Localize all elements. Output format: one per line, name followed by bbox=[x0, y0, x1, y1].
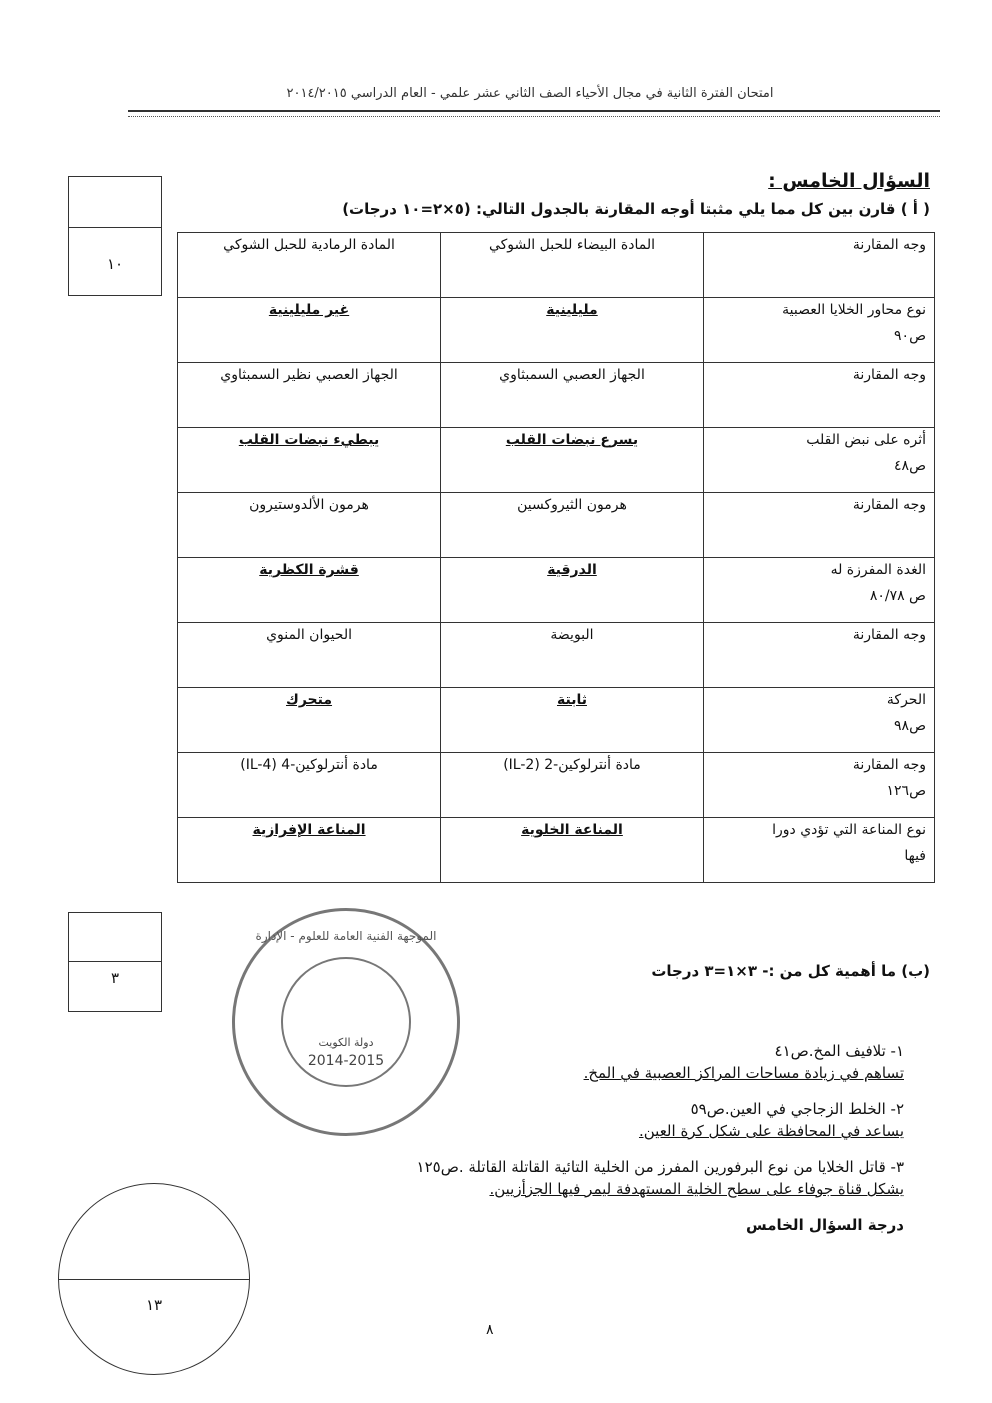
item-2-answer: يساعد في المحافظة على شكل كرة العين. bbox=[638, 1122, 904, 1140]
comparison-table bbox=[177, 232, 935, 883]
score-box-b bbox=[68, 912, 162, 1012]
aspect-line: الحركة bbox=[886, 692, 926, 708]
aspect-line: وجه المقارنة bbox=[852, 627, 926, 643]
exam-header: امتحان الفترة الثانية في مجال الأحياء الصف الثاني عشر علمي - العام الدراسي ٢٠١٤/٢٠١٥ bbox=[286, 86, 774, 101]
col1-value: البويضة bbox=[550, 627, 594, 643]
aspect-line: وجه المقارنة bbox=[852, 497, 926, 513]
score-box-divider bbox=[69, 961, 161, 962]
comparison-aspect bbox=[703, 818, 934, 883]
col2-value: هرمون الألدوستيرون bbox=[249, 497, 369, 513]
aspect-line: ص ٨٠/٧٨ bbox=[869, 588, 926, 604]
aspect-line: وجه المقارنة bbox=[852, 237, 926, 253]
col1-value: المادة البيضاء للحبل الشوكي bbox=[488, 237, 655, 253]
part-a-instruction: ( أ ) قارن بين كل مما يلي مثبتا أوجه المقارنة بالجدول التالي: (٥×٢=١٠ درجات) bbox=[342, 200, 930, 218]
col2-value: غير مليلينية bbox=[268, 302, 350, 318]
item-3-question: ٣- قاتل الخلايا من نوع البرفورين المفرز من الخلية التائية القاتلة القاتلة .ص١٢٥ bbox=[416, 1158, 904, 1176]
col1-value: هرمون الثيروكسين bbox=[517, 497, 627, 513]
col1-value: مادة أنترلوكين-2 (IL-2) bbox=[503, 757, 641, 773]
col2-value: الحيوان المنوي bbox=[266, 627, 352, 643]
aspect-line: ص٤٨ bbox=[894, 458, 926, 474]
score-box-a bbox=[68, 176, 162, 296]
aspect-line: فيها bbox=[904, 848, 926, 864]
stamp-year: 2014-2015 bbox=[307, 1053, 385, 1069]
comparison-aspect bbox=[703, 688, 934, 753]
table-row bbox=[178, 363, 935, 428]
aspect-line: أثره على نبض القلب bbox=[806, 432, 926, 448]
comparison-aspect bbox=[703, 623, 934, 688]
score-b: ٣ bbox=[110, 969, 120, 987]
importance-list bbox=[264, 1040, 904, 1236]
stamp-ring-text: الموجهة الفنية العامة للعلوم - الإدارة bbox=[255, 929, 437, 943]
score-total: ١٣ bbox=[145, 1296, 163, 1314]
comparison-aspect bbox=[703, 428, 934, 493]
comparison-aspect bbox=[703, 298, 934, 363]
col2-value: المادة الرمادية للحبل الشوكي bbox=[223, 237, 395, 253]
aspect-line: نوع المناعة التي تؤدي دورا bbox=[772, 822, 926, 838]
stamp-label: دولة الكويت bbox=[318, 1036, 374, 1049]
header-rule bbox=[128, 110, 940, 112]
comparison-aspect bbox=[703, 493, 934, 558]
aspect-line: نوع محاور الخلايا العصبية bbox=[782, 302, 926, 318]
col2-value: المناعة الإفرازية bbox=[252, 822, 366, 838]
item-2-question: ٢- الخلط الزجاجي في العين.ص٥٩ bbox=[690, 1100, 904, 1118]
comparison-aspect bbox=[703, 753, 934, 818]
table-row bbox=[178, 623, 935, 688]
table-row bbox=[178, 298, 935, 363]
comparison-aspect bbox=[703, 233, 934, 298]
col1-value: يسرع نبضات القلب bbox=[505, 432, 639, 448]
question-title: السؤال الخامس : bbox=[768, 170, 930, 192]
table-row bbox=[178, 233, 935, 298]
table-row bbox=[178, 753, 935, 818]
comparison-aspect bbox=[703, 363, 934, 428]
header-rule-dotted bbox=[128, 116, 940, 117]
col2-value: يبطيء نبضات القلب bbox=[238, 432, 380, 448]
table-row bbox=[178, 428, 935, 493]
circle-divider bbox=[59, 1279, 249, 1280]
aspect-line: الغدة المفرزة له bbox=[830, 562, 926, 578]
col1-value: المناعة الخلوية bbox=[521, 822, 623, 838]
score-a: ١٠ bbox=[106, 255, 124, 273]
table-row bbox=[178, 493, 935, 558]
table-row bbox=[178, 688, 935, 753]
col1-value: ثابتة bbox=[556, 692, 587, 708]
comparison-aspect bbox=[703, 558, 934, 623]
table-row bbox=[178, 558, 935, 623]
aspect-line: ص٩٨ bbox=[894, 718, 926, 734]
aspect-line: ص١٢٦ bbox=[886, 783, 926, 799]
table-row bbox=[178, 818, 935, 883]
aspect-line: وجه المقارنة bbox=[852, 757, 926, 773]
aspect-line: وجه المقارنة bbox=[852, 367, 926, 383]
item-1-question: ١- تلافيف المخ.ص٤١ bbox=[774, 1042, 904, 1060]
score-box-divider bbox=[69, 227, 161, 228]
col2-value: متحرك bbox=[286, 692, 333, 708]
aspect-line: ص٩٠ bbox=[894, 328, 926, 344]
col1-value: الجهاز العصبي السمبثاوي bbox=[499, 367, 645, 383]
page-number: ٨ bbox=[486, 1322, 494, 1338]
col2-value: قشرة الكظرية bbox=[259, 562, 359, 578]
section-total-label: درجة السؤال الخامس bbox=[746, 1216, 904, 1234]
col1-value: الدرقية bbox=[547, 562, 597, 578]
col2-value: مادة أنترلوكين-4 (IL-4) bbox=[240, 757, 378, 773]
part-b-instruction: (ب) ما أهمية كل من :- ٣×١=٣ درجات bbox=[651, 962, 930, 980]
total-score-circle bbox=[58, 1183, 250, 1375]
item-3-answer: يشكل قناة جوفاء على سطح الخلية المستهدفة ليمر فيها الجزأزيين. bbox=[489, 1180, 904, 1198]
col1-value: مليلينية bbox=[546, 302, 598, 318]
col2-value: الجهاز العصبي نظير السمبثاوي bbox=[220, 367, 398, 383]
item-1-answer: تساهم في زيادة مساحات المراكز العصبية في المخ. bbox=[583, 1064, 904, 1082]
